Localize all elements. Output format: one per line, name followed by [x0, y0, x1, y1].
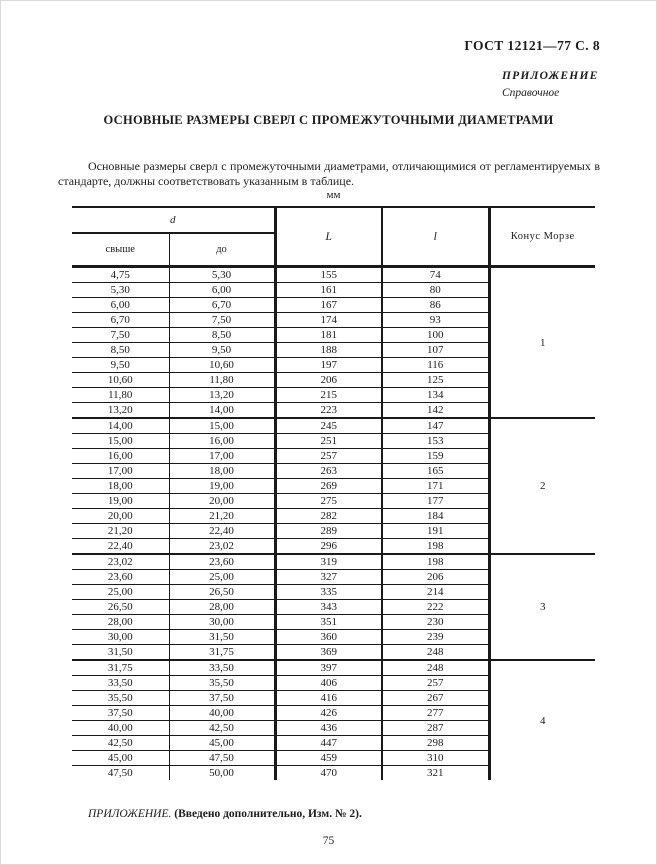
cell-length-l: 125	[382, 373, 489, 388]
cell-d-above: 15,00	[72, 434, 169, 449]
cell-length-L: 167	[275, 298, 382, 313]
cell-length-l: 321	[382, 766, 489, 781]
cell-length-l: 107	[382, 343, 489, 358]
cell-length-L: 426	[275, 706, 382, 721]
cell-length-l: 171	[382, 479, 489, 494]
cell-d-to: 26,50	[169, 585, 275, 600]
cell-d-above: 23,02	[72, 554, 169, 570]
cell-d-above: 33,50	[72, 676, 169, 691]
cell-d-to: 47,50	[169, 751, 275, 766]
cell-d-to: 40,00	[169, 706, 275, 721]
cell-d-above: 31,75	[72, 660, 169, 676]
cell-d-to: 16,00	[169, 434, 275, 449]
cell-d-to: 14,00	[169, 403, 275, 419]
cell-d-to: 42,50	[169, 721, 275, 736]
cell-length-L: 289	[275, 524, 382, 539]
cell-d-to: 13,20	[169, 388, 275, 403]
cell-length-L: 397	[275, 660, 382, 676]
cell-morse-taper: 1	[489, 267, 595, 419]
cell-d-to: 11,80	[169, 373, 275, 388]
cell-d-above: 35,50	[72, 691, 169, 706]
cell-d-above: 19,00	[72, 494, 169, 509]
cell-d-above: 25,00	[72, 585, 169, 600]
amendment-note	[88, 808, 362, 820]
cell-d-to: 9,50	[169, 343, 275, 358]
cell-d-to: 18,00	[169, 464, 275, 479]
cell-length-l: 277	[382, 706, 489, 721]
cell-length-l: 230	[382, 615, 489, 630]
cell-length-l: 287	[382, 721, 489, 736]
cell-morse-taper: 4	[540, 714, 546, 727]
cell-d-above: 7,50	[72, 328, 169, 343]
cell-length-l: 198	[382, 554, 489, 570]
cell-d-above: 20,00	[72, 509, 169, 524]
cell-d-above: 21,20	[72, 524, 169, 539]
cell-length-L: 351	[275, 615, 382, 630]
cell-length-l: 214	[382, 585, 489, 600]
cell-d-to: 37,50	[169, 691, 275, 706]
cell-d-to: 31,75	[169, 645, 275, 661]
cell-d-to: 23,02	[169, 539, 275, 555]
cell-d-above: 22,40	[72, 539, 169, 555]
cell-d-above: 6,00	[72, 298, 169, 313]
dimensions-table	[72, 206, 595, 780]
cell-d-above: 17,00	[72, 464, 169, 479]
cell-length-l: 153	[382, 434, 489, 449]
cell-length-L: 296	[275, 539, 382, 555]
table-row	[72, 554, 595, 570]
cell-length-l: 80	[382, 283, 489, 298]
cell-length-l: 177	[382, 494, 489, 509]
cell-length-L: 327	[275, 570, 382, 585]
cell-length-l: 93	[382, 313, 489, 328]
amendment-note-label: ПРИЛОЖЕНИЕ.	[88, 808, 172, 820]
cell-d-above: 18,00	[72, 479, 169, 494]
cell-d-above: 30,00	[72, 630, 169, 645]
cell-d-to: 23,60	[169, 554, 275, 570]
cell-length-L: 470	[275, 766, 382, 781]
cell-d-to: 10,60	[169, 358, 275, 373]
cell-length-l: 298	[382, 736, 489, 751]
cell-length-L: 155	[275, 267, 382, 283]
cell-length-l: 165	[382, 464, 489, 479]
cell-length-l: 86	[382, 298, 489, 313]
cell-d-to: 33,50	[169, 660, 275, 676]
cell-length-l: 310	[382, 751, 489, 766]
cell-length-l: 184	[382, 509, 489, 524]
cell-length-L: 436	[275, 721, 382, 736]
cell-d-above: 23,60	[72, 570, 169, 585]
cell-length-L: 343	[275, 600, 382, 615]
cell-length-L: 263	[275, 464, 382, 479]
cell-d-to: 6,00	[169, 283, 275, 298]
page-number: 75	[322, 835, 335, 847]
cell-length-L: 282	[275, 509, 382, 524]
cell-d-to: 30,00	[169, 615, 275, 630]
cell-length-l: 198	[382, 539, 489, 555]
cell-d-to: 5,30	[169, 267, 275, 283]
cell-length-L: 360	[275, 630, 382, 645]
cell-length-L: 269	[275, 479, 382, 494]
column-header-to: до	[169, 233, 275, 267]
table-row	[72, 418, 595, 434]
intro-paragraph: Основные размеры сверл с промежуточными диаметрами, отличающимися от регламентируемых в стандарте, должны соответствовать указанным в таблице.	[58, 159, 600, 188]
cell-d-above: 10,60	[72, 373, 169, 388]
column-header-l: l	[382, 207, 489, 267]
cell-length-l: 248	[382, 645, 489, 661]
cell-length-L: 181	[275, 328, 382, 343]
cell-d-above: 37,50	[72, 706, 169, 721]
cell-length-l: 100	[382, 328, 489, 343]
cell-length-l: 134	[382, 388, 489, 403]
cell-length-L: 188	[275, 343, 382, 358]
cell-d-to: 50,00	[169, 766, 275, 781]
cell-length-l: 248	[382, 660, 489, 676]
units-label: мм	[326, 189, 341, 201]
table-row	[72, 267, 595, 283]
cell-d-to: 21,20	[169, 509, 275, 524]
page-title: ОСНОВНЫЕ РАЗМЕРЫ СВЕРЛ С ПРОМЕЖУТОЧНЫМИ ДИАМЕТРАМИ	[103, 113, 554, 127]
cell-length-L: 223	[275, 403, 382, 419]
cell-length-l: 147	[382, 418, 489, 434]
column-header-L: L	[275, 207, 382, 267]
cell-length-L: 251	[275, 434, 382, 449]
cell-d-above: 4,75	[72, 267, 169, 283]
appendix-label: ПРИЛОЖЕНИЕ	[502, 70, 599, 82]
cell-d-above: 13,20	[72, 403, 169, 419]
cell-length-l: 74	[382, 267, 489, 283]
cell-d-above: 40,00	[72, 721, 169, 736]
cell-length-l: 116	[382, 358, 489, 373]
cell-d-above: 42,50	[72, 736, 169, 751]
appendix-type: Справочное	[502, 87, 560, 99]
cell-length-L: 369	[275, 645, 382, 661]
cell-d-above: 5,30	[72, 283, 169, 298]
cell-length-L: 319	[275, 554, 382, 570]
cell-length-L: 275	[275, 494, 382, 509]
cell-length-L: 459	[275, 751, 382, 766]
cell-length-L: 406	[275, 676, 382, 691]
cell-length-l: 222	[382, 600, 489, 615]
cell-length-l: 267	[382, 691, 489, 706]
cell-length-l: 239	[382, 630, 489, 645]
cell-length-L: 206	[275, 373, 382, 388]
column-header-above: свыше	[72, 233, 169, 267]
cell-d-to: 19,00	[169, 479, 275, 494]
column-header-morse-taper: Конус Морзе	[489, 207, 595, 267]
cell-d-to: 28,00	[169, 600, 275, 615]
cell-length-L: 447	[275, 736, 382, 751]
table-body	[72, 267, 595, 781]
cell-length-L: 215	[275, 388, 382, 403]
cell-length-L: 245	[275, 418, 382, 434]
cell-d-above: 47,50	[72, 766, 169, 781]
cell-d-to: 17,00	[169, 449, 275, 464]
cell-d-above: 16,00	[72, 449, 169, 464]
cell-d-above: 11,80	[72, 388, 169, 403]
cell-morse-taper: 2	[489, 418, 595, 554]
cell-length-L: 197	[275, 358, 382, 373]
column-header-d: d	[72, 207, 275, 233]
cell-d-to: 7,50	[169, 313, 275, 328]
cell-length-L: 335	[275, 585, 382, 600]
cell-d-above: 26,50	[72, 600, 169, 615]
cell-d-to: 8,50	[169, 328, 275, 343]
cell-d-to: 22,40	[169, 524, 275, 539]
table-header	[72, 207, 595, 267]
cell-d-above: 6,70	[72, 313, 169, 328]
cell-length-L: 161	[275, 283, 382, 298]
cell-length-l: 191	[382, 524, 489, 539]
cell-d-above: 45,00	[72, 751, 169, 766]
cell-d-to: 6,70	[169, 298, 275, 313]
cell-length-L: 257	[275, 449, 382, 464]
cell-d-above: 8,50	[72, 343, 169, 358]
cell-length-L: 416	[275, 691, 382, 706]
cell-length-l: 159	[382, 449, 489, 464]
cell-d-to: 15,00	[169, 418, 275, 434]
amendment-note-text: (Введено дополнительно, Изм. № 2).	[171, 808, 362, 820]
cell-d-to: 35,50	[169, 676, 275, 691]
cell-d-above: 28,00	[72, 615, 169, 630]
cell-d-above: 31,50	[72, 645, 169, 661]
standard-reference: ГОСТ 12121—77 С. 8	[464, 38, 600, 53]
cell-d-to: 25,00	[169, 570, 275, 585]
table-row	[72, 660, 595, 676]
cell-d-above: 9,50	[72, 358, 169, 373]
cell-morse-taper: 3	[489, 554, 595, 660]
cell-d-to: 45,00	[169, 736, 275, 751]
cell-d-to: 20,00	[169, 494, 275, 509]
cell-length-l: 206	[382, 570, 489, 585]
cell-length-l: 257	[382, 676, 489, 691]
cell-d-above: 14,00	[72, 418, 169, 434]
cell-d-to: 31,50	[169, 630, 275, 645]
cell-length-L: 174	[275, 313, 382, 328]
cell-length-l: 142	[382, 403, 489, 419]
